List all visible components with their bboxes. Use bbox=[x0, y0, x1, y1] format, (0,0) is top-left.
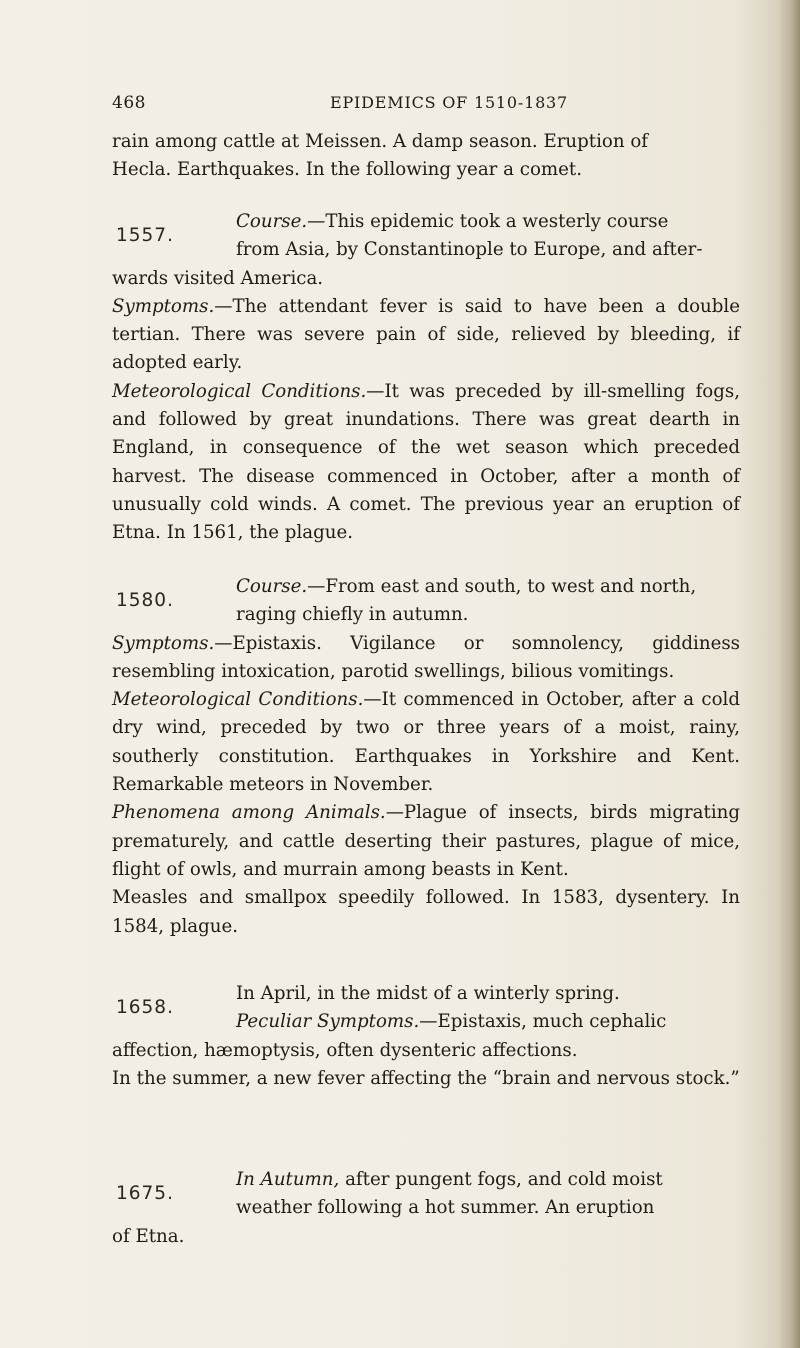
course-label-1580: Course. bbox=[236, 576, 308, 597]
peculiar-1658-cont: affection, hæmoptysis, often dysenteric affections. bbox=[112, 1039, 578, 1061]
course-text-1580: —From east and south, to west and north, bbox=[307, 576, 697, 597]
entry-1658 bbox=[112, 980, 740, 1093]
year-label-1675: 1675. bbox=[116, 1183, 174, 1204]
phenomena-label-1580: Phenomena among Animals. bbox=[112, 802, 386, 824]
phenomena-text-1580: —Plague of insects, birds migrating prematurely, and cattle deserting their pastures, plague of mice, flight of owls, and murrain among beasts in Kent. bbox=[112, 802, 740, 880]
autumn-1675-line-2: weather following a hot summer. An eruption bbox=[236, 1197, 655, 1219]
course-1557-line-3: wards visited America. bbox=[112, 267, 324, 289]
peculiar-text-1658: —Epistaxis, much cephalic bbox=[419, 1011, 667, 1033]
autumn-1675-line-1 bbox=[112, 1166, 740, 1194]
intro-line-2: Hecla. Earthquakes. In the following year a comet. bbox=[112, 159, 582, 181]
entry-1675 bbox=[112, 1166, 740, 1251]
page-edge-shadow bbox=[778, 0, 800, 1348]
course-1580-line-1 bbox=[112, 573, 740, 601]
meteo-1580 bbox=[112, 686, 740, 799]
meteo-1557 bbox=[112, 378, 740, 548]
year-label-1557: 1557. bbox=[116, 225, 174, 246]
peculiar-label-1658: Peculiar Symptoms. bbox=[236, 1011, 420, 1033]
course-label-1557: Course. bbox=[236, 211, 308, 232]
year-label-1580: 1580. bbox=[116, 590, 174, 611]
symptoms-label-1557: Symptoms. bbox=[112, 295, 215, 317]
symptoms-1580 bbox=[112, 630, 740, 687]
autumn-1675-line-3: of Etna. bbox=[112, 1225, 185, 1247]
symptoms-label-1580: Symptoms. bbox=[112, 632, 215, 654]
meteo-text-1557: —It was preceded by ill-smelling fogs, and followed by great inundations. There was great dearth in England, in consequence of the wet season which preceded harvest. The disease commenced in October, after a month of unusually cold winds. A comet. The previous year an eruption of Etna. In 1561, the plague. bbox=[112, 380, 741, 544]
phenomena-1580 bbox=[112, 799, 740, 884]
running-head: EPIDEMICS OF 1510-1837 bbox=[330, 93, 569, 112]
symptoms-text-1580: —Epistaxis. Vigilance or somnolency, giddiness resembling intoxication, parotid swellings, bilious vomitings. bbox=[112, 632, 740, 682]
autumn-label-1675: In Autumn, bbox=[236, 1169, 340, 1190]
course-1557-line-2: from Asia, by Constantinople to Europe, and after- bbox=[236, 239, 703, 261]
intro-paragraph bbox=[112, 128, 740, 185]
course-1557-line-1 bbox=[112, 208, 740, 236]
page-number: 468 bbox=[112, 93, 146, 113]
course-1580-line-2: raging chiefly in autumn. bbox=[236, 604, 469, 626]
meteo-label-1557: Meteorological Conditions. bbox=[112, 380, 367, 402]
entry-1580 bbox=[112, 573, 740, 941]
meteo-text-1580: —It commenced in October, after a cold dry wind, preceded by two or three years of a moist, rainy, southerly constitution. Earthquakes in Yorkshire and Kent. Remarkable meteors in November. bbox=[112, 689, 740, 796]
intro-line-1: rain among cattle at Meissen. A damp season. Eruption of bbox=[112, 131, 649, 152]
year-label-1658: 1658. bbox=[116, 997, 174, 1018]
course-text-1557: —This epidemic took a westerly course bbox=[307, 211, 669, 232]
symptoms-text-1557: —The attendant fever is said to have been a double tertian. There was severe pain of side, relieved by bleeding, if adopted early. bbox=[112, 295, 740, 374]
peculiar-1658-line bbox=[112, 1008, 740, 1036]
page-header bbox=[112, 93, 772, 117]
summer-1658: In the summer, a new fever affecting the “brain and nervous stock.” bbox=[112, 1067, 740, 1089]
autumn-text-1675: after pungent fogs, and cold moist bbox=[339, 1169, 663, 1190]
entry-1557 bbox=[112, 208, 740, 548]
measles-1580: Measles and smallpox speedily followed. In 1583, dysentery. In 1584, plague. bbox=[112, 887, 740, 937]
symptoms-1557 bbox=[112, 293, 740, 378]
meteo-label-1580: Meteorological Conditions. bbox=[112, 689, 364, 711]
line-1658-1: In April, in the midst of a winterly spring. bbox=[236, 983, 620, 1004]
